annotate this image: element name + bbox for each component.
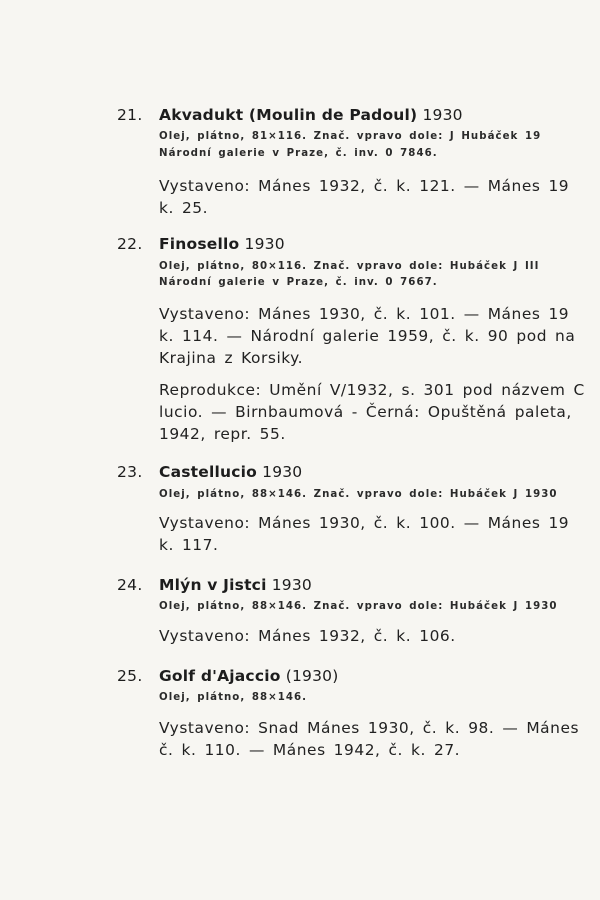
entry-title-line	[159, 106, 463, 124]
entry-meta-line: Olej, plátno, 88×146. Znač. vpravo dole: Hubáček J 1930	[159, 601, 558, 612]
entry-title: Golf d'Ajaccio	[159, 667, 281, 685]
entry-exhibited-line: Vystaveno: Mánes 1930, č. k. 101. — Mánes 19	[159, 305, 570, 323]
entry-exhibited-line: Vystaveno: Mánes 1932, č. k. 121. — Mánes 19	[159, 177, 570, 195]
entry-meta-line: Olej, plátno, 88×146.	[159, 692, 308, 703]
entry-exhibited-line: k. 114. — Národní galerie 1959, č. k. 90 pod na	[159, 327, 576, 345]
entry-reproduction-line: 1942, repr. 55.	[159, 425, 286, 443]
entry-meta-line: Olej, plátno, 88×146. Znač. vpravo dole: Hubáček J 1930	[159, 489, 558, 500]
entry-reproduction-line: Reprodukce: Umění V/1932, s. 301 pod názvem C	[159, 381, 585, 399]
entry-meta-line: Olej, plátno, 81×116. Znač. vpravo dole: J Hubáček 19	[159, 131, 542, 142]
entry-exhibited-line: k. 117.	[159, 536, 219, 554]
entry-year: 1930	[257, 463, 303, 481]
entry-meta-line: Národní galerie v Praze, č. inv. 0 7846.	[159, 148, 438, 159]
entry-year: 1930	[417, 106, 463, 124]
entry-number: 22.	[117, 235, 143, 253]
entry-number: 21.	[117, 106, 143, 124]
entry-exhibited-line: k. 25.	[159, 199, 209, 217]
entry-number: 24.	[117, 576, 143, 594]
entry-title: Castellucio	[159, 463, 257, 481]
entry-meta-line: Národní galerie v Praze, č. inv. 0 7667.	[159, 277, 438, 288]
entry-exhibited-line: Krajina z Korsiky.	[159, 349, 304, 367]
entry-exhibited-line: Vystaveno: Mánes 1930, č. k. 100. — Mánes 19	[159, 514, 570, 532]
entry-reproduction-line: lucio. — Birnbaumová - Černá: Opuštěná paleta,	[159, 403, 572, 421]
entry-meta-line: Olej, plátno, 80×116. Znač. vpravo dole: Hubáček J III	[159, 261, 540, 272]
entry-number: 25.	[117, 667, 143, 685]
entry-title-line	[159, 667, 338, 685]
entry-exhibited-line: č. k. 110. — Mánes 1942, č. k. 27.	[159, 741, 461, 759]
entry-year: 1930	[239, 235, 285, 253]
entry-title: Mlýn v Jistci	[159, 576, 267, 594]
entry-number: 23.	[117, 463, 143, 481]
entry-title-line	[159, 235, 285, 253]
entry-exhibited-line: Vystaveno: Mánes 1932, č. k. 106.	[159, 627, 456, 645]
entry-exhibited-line: Vystaveno: Snad Mánes 1930, č. k. 98. — Mánes	[159, 719, 580, 737]
entry-title: Finosello	[159, 235, 240, 253]
entry-title-line	[159, 576, 312, 594]
entry-year: 1930	[266, 576, 312, 594]
entry-title: Akvadukt (Moulin de Padoul)	[159, 106, 418, 124]
entry-title-line	[159, 463, 302, 481]
entry-year: (1930)	[280, 667, 339, 685]
